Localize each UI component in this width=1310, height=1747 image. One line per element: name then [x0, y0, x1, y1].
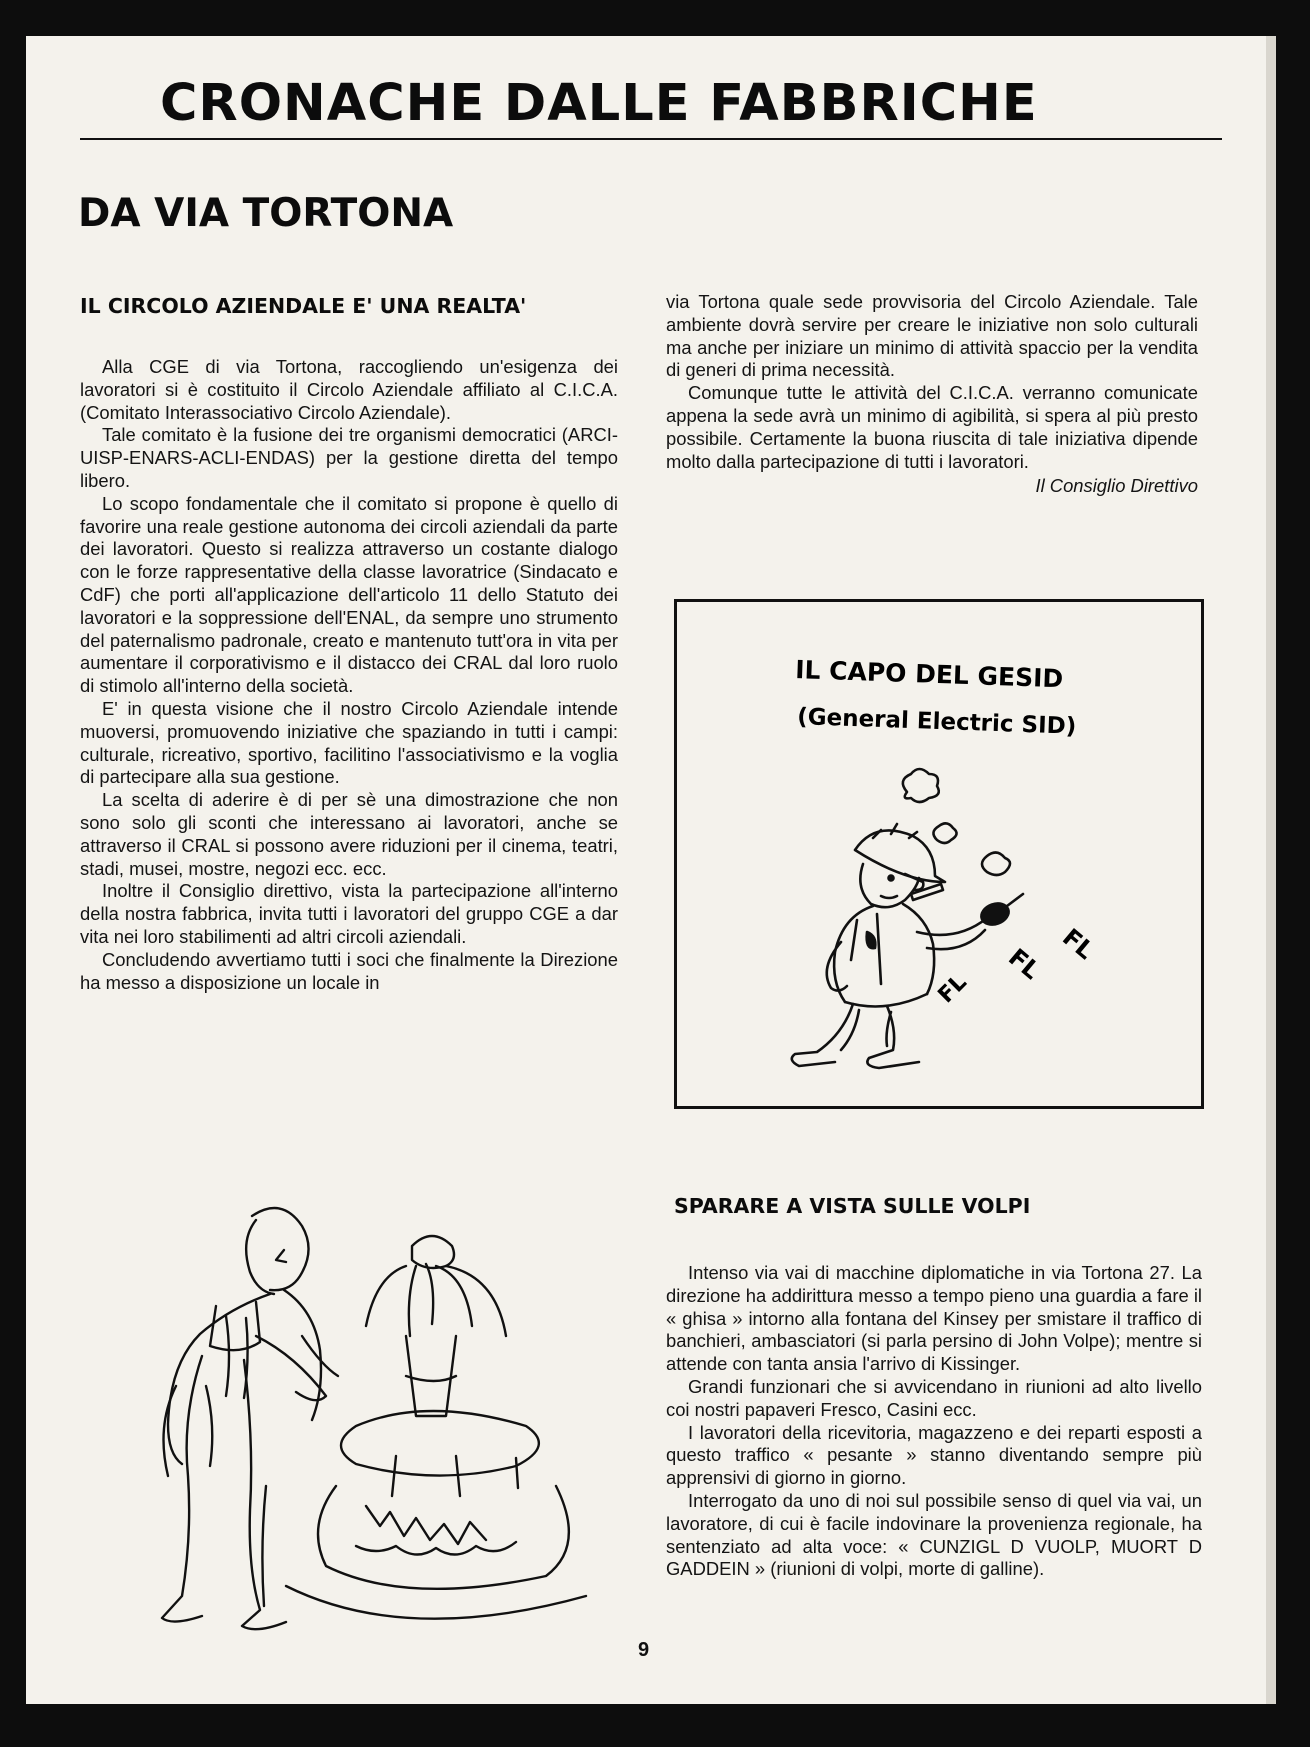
paragraph: Comunque tutte le attività del C.I.C.A. verranno comunicate appena la sede avrà un minimo di agibilità, si spera al più presto possibile. Certamente la buona riuscita di tale iniziativa dipende molto dalla partecipazione di tutti i lavoratori.: [666, 382, 1198, 472]
magazine-page: [26, 36, 1276, 1704]
article1-column1: [80, 356, 618, 994]
page-number: 9: [638, 1639, 650, 1661]
paragraph: E' in questa visione che il nostro Circolo Aziendale intende muoversi, promuovendo iniziative che spaziando in tutti i campi: culturale, ricreativo, sportivo, facilitino l'associativismo e la voglia di partecipare alla sua gestione.: [80, 697, 618, 788]
paragraph: Interrogato da uno di noi sul possibile senso di quel via vai, un lavoratore, di cui è facile indovinare la provenienza regionale, ha sentenziato ad alta voce: « CUNZIGL D VUOLP, MUORT D GADDEIN » (riunioni di volpi, morte di galline).: [666, 1489, 1202, 1580]
article2-column: [666, 1262, 1202, 1581]
paragraph: via Tortona quale sede provvisoria del Circolo Aziendale. Tale ambiente dovrà servire per creare le iniziative non solo culturali ma anche per iniziare un minimo di attività spaccio per la vendita di generi di prima necessità.: [666, 291, 1198, 381]
masthead-title: CRONACHE DALLE FABBRICHE: [160, 74, 1038, 133]
paragraph: Intenso via vai di macchine diplomatiche in via Tortona 27. La direzione ha addirittura messo a tempo pieno una guardia a fare il « ghisa » intorno alla fontana del Kinsey per smistare il traffico di banchieri, ambasciatori (si parla persino di John Volpe); mentre si attende con tanta ansia l'arrivo di Kissinger.: [666, 1262, 1202, 1375]
fountain-drawing: [106, 1186, 626, 1686]
cartoon-caption-line2: (General Electric SID): [796, 704, 1077, 740]
paragraph: Tale comitato è la fusione dei tre organismi democratici (ARCI-UISP-ENARS-ACLI-ENDAS) per la gestione diretta del tempo libero.: [80, 424, 618, 491]
masthead-rule: [80, 138, 1222, 140]
paragraph: Concludendo avvertiamo tutti i soci che finalmente la Direzione ha messo a disposizione un locale in: [80, 948, 618, 993]
cartoon-caption-line1: IL CAPO DEL GESID: [794, 655, 1064, 694]
paragraph: Lo scopo fondamentale che il comitato si propone è quello di favorire una reale gestione autonoma dei circoli aziendali da parte dei lavoratori. Questo si realizza attraverso un costante dialogo con le forze rappresentative della classe lavoratrice (Sindacato e CdF) che porti all'applicazione dell'articolo 11 dello Statuto dei lavoratori e la soppressione dell'ENAL, da sempre uno strumento del paternalismo padronale, creato e mantenuto tutt'ora in vita per aumentare il corporativismo e il distacco dei CRAL dal loro ruolo di stimolo all'interno della società.: [80, 492, 618, 697]
cartoon-sound-effect: FL: [1057, 923, 1100, 965]
paragraph: La scelta di aderire è di per sè una dimostrazione che non sono solo gli sconti che interessano ai lavoratori, anche se attraverso il CRAL si possono avere riduzioni per il cinema, teatri, stadi, musei, mostre, negozi ecc. ecc.: [80, 789, 618, 879]
page-edge: [1266, 36, 1276, 1704]
paragraph: Inoltre il Consiglio direttivo, vista la partecipazione all'interno della nostra fabbrica, invita tutti i lavoratori del gruppo CGE a dar vita nei loro stabilimenti ad altri circoli aziendali.: [80, 880, 618, 947]
cartoon-sound-effect: FL: [933, 970, 972, 1009]
signature: Il Consiglio Direttivo: [1035, 475, 1198, 497]
bleed-through-shadow: [226, 144, 236, 177]
cartoon-illustration: [677, 602, 1201, 1106]
article1-column2: [666, 291, 1198, 498]
paragraph: I lavoratori della ricevitoria, magazzeno e dei reparti esposti a questo traffico « pesante » stanno diventando sempre più apprensivi di giorno in giorno.: [666, 1421, 1202, 1489]
section-title: DA VIA TORTONA: [78, 191, 454, 236]
running-man-drawing: [792, 769, 1023, 1068]
paragraph: Grandi funzionari che si avvicendano in riunioni ad alto livello coi nostri papaveri Fresco, Casini ecc.: [666, 1375, 1202, 1420]
article1-heading: IL CIRCOLO AZIENDALE E' UNA REALTA': [80, 294, 527, 318]
cartoon-box: [674, 599, 1204, 1109]
cartoon-sound-effect: FL: [1003, 943, 1046, 985]
paragraph: Alla CGE di via Tortona, raccogliendo un'esigenza dei lavoratori si è costituito il Circolo Aziendale affiliato al C.I.C.A. (Comitato Interassociativo Circolo Aziendale).: [80, 356, 618, 423]
article2-heading: SPARARE A VISTA SULLE VOLPI: [674, 1194, 1031, 1218]
